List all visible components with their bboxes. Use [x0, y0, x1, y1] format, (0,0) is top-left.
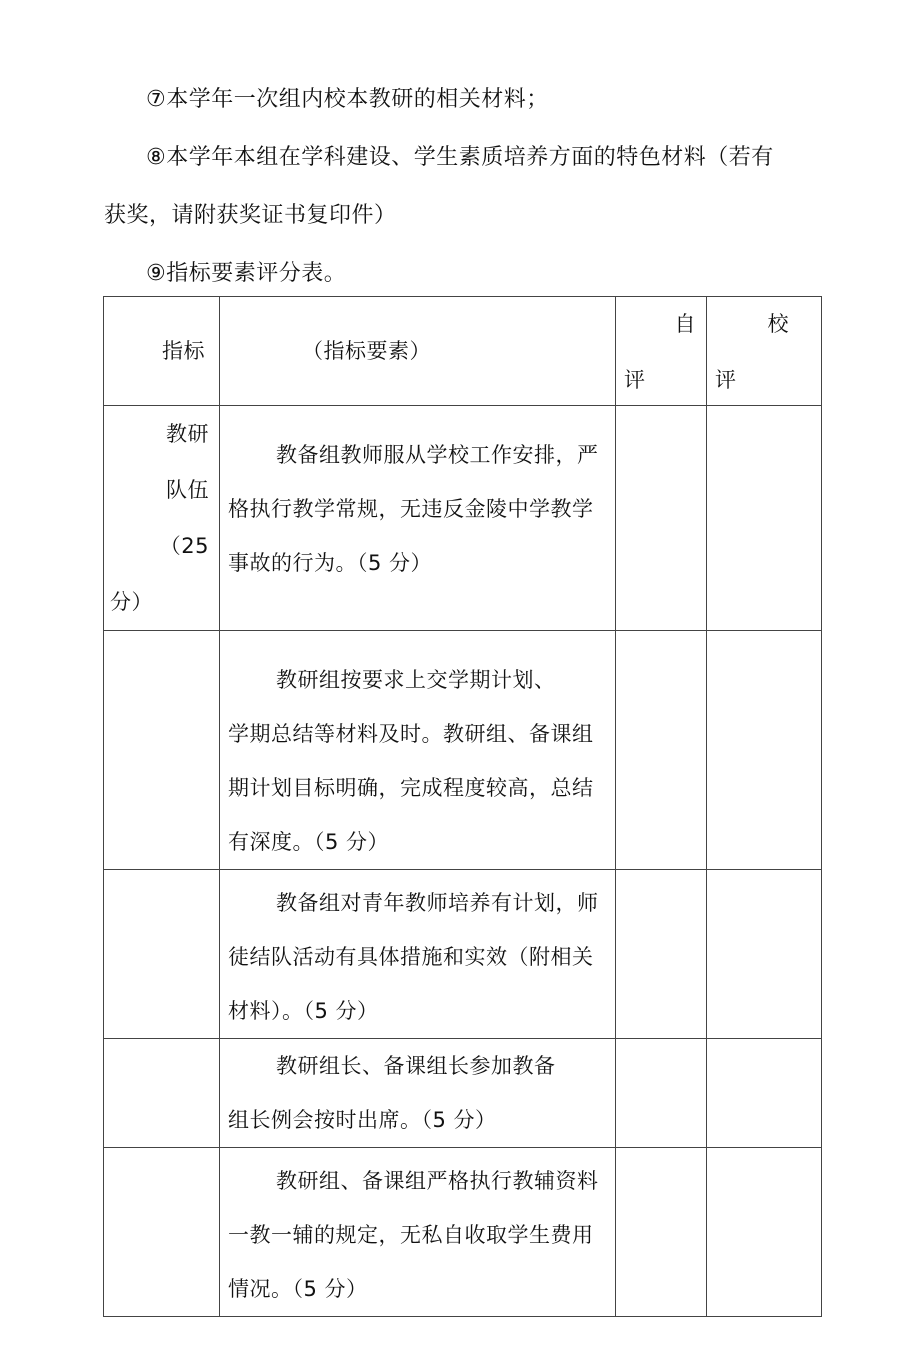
self-score-cell[interactable] [616, 870, 707, 1039]
criterion-line: 教研组、备课组严格执行教辅资料 [276, 1169, 599, 1193]
category-line: （25 [159, 534, 209, 558]
self-score-cell[interactable] [616, 1148, 707, 1317]
school-score-cell[interactable] [707, 870, 822, 1039]
criterion-line: 格执行教学常规，无违反金陵中学教学 [228, 497, 594, 521]
category-line: 教研 [166, 422, 209, 446]
list-item-9: ⑨指标要素评分表。 [146, 261, 347, 286]
category-cell [104, 631, 220, 870]
self-score-cell[interactable] [616, 1039, 707, 1148]
criterion-cell [220, 406, 616, 631]
school-score-cell[interactable] [707, 1148, 822, 1317]
school-score-cell[interactable] [707, 1039, 822, 1148]
criterion-line: 有深度。（5 分） [228, 830, 390, 854]
criterion-line: 教研组长、备课组长参加教备 [276, 1054, 556, 1078]
category-line: 分） [110, 590, 153, 614]
criterion-line: 组长例会按时出席。（5 分） [228, 1108, 497, 1132]
table-row [104, 1039, 822, 1148]
header-school-top: 校 [767, 312, 789, 336]
criterion-line: 一教一辅的规定，无私自收取学生费用 [228, 1223, 594, 1247]
header-self-eval [616, 297, 707, 406]
criterion-line: 情况。（5 分） [228, 1277, 368, 1301]
self-score-cell[interactable] [616, 631, 707, 870]
table-row [104, 1148, 822, 1317]
header-self-top: 自 [674, 312, 696, 336]
criterion-cell [220, 631, 616, 870]
criterion-line: 教备组教师服从学校工作安排，严 [276, 443, 599, 467]
criterion-cell [220, 1039, 616, 1148]
list-item-7: ⑦本学年一次组内校本教研的相关材料； [146, 87, 549, 112]
school-score-cell[interactable] [707, 406, 822, 631]
criterion-line: 教备组对青年教师培养有计划，师 [276, 891, 599, 915]
table-header-row [104, 297, 822, 406]
category-cell [104, 1039, 220, 1148]
criterion-line: 教研组按要求上交学期计划、 [276, 668, 556, 692]
criterion-cell [220, 1148, 616, 1317]
criterion-line: 学期总结等材料及时。教研组、备课组 [228, 722, 594, 746]
header-self-bottom: 评 [624, 368, 646, 392]
header-school-bottom: 评 [715, 368, 737, 392]
header-indicator: 指标 [104, 297, 220, 406]
category-cell [104, 406, 220, 631]
list-item-8-line1: ⑧本学年本组在学科建设、学生素质培养方面的特色材料（若有 [146, 145, 774, 170]
header-school-eval [707, 297, 822, 406]
list-item-8-line2: 获奖，请附获奖证书复印件） [104, 203, 397, 228]
school-score-cell[interactable] [707, 631, 822, 870]
criterion-line: 材料）。（5 分） [228, 999, 379, 1023]
header-elements: （指标要素） [220, 297, 616, 406]
table-row [104, 406, 822, 631]
self-score-cell[interactable] [616, 406, 707, 631]
criterion-line: 徒结队活动有具体措施和实效（附相关 [228, 945, 594, 969]
criterion-cell [220, 870, 616, 1039]
category-line: 队伍 [166, 478, 209, 502]
criterion-line: 期计划目标明确，完成程度较高，总结 [228, 776, 594, 800]
table-row [104, 870, 822, 1039]
scoring-table [103, 296, 822, 1317]
category-cell [104, 870, 220, 1039]
category-cell [104, 1148, 220, 1317]
criterion-line: 事故的行为。（5 分） [228, 551, 433, 575]
table-row [104, 631, 822, 870]
